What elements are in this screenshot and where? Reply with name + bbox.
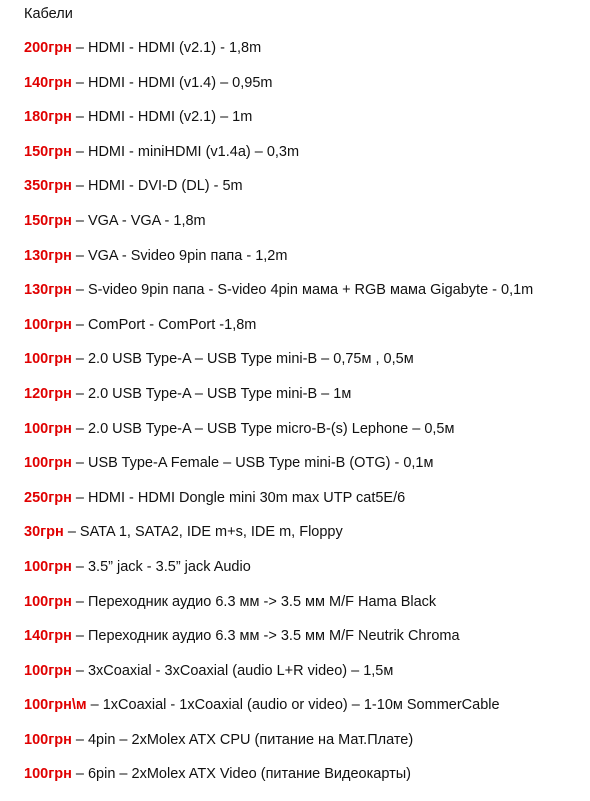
item-price: 200грн xyxy=(24,40,72,56)
list-item xyxy=(24,107,584,127)
list-item xyxy=(24,488,584,508)
item-description: – 6pin – 2xMolex ATX Video (питание Видеокарты) xyxy=(71,766,411,783)
item-description: – HDMI - HDMI Dongle mini 30m max UTP cat5E/6 xyxy=(71,489,406,506)
item-price: 30грн xyxy=(24,524,64,541)
item-price: 100грн xyxy=(24,593,72,610)
item-price: 100грн\м xyxy=(24,697,87,714)
list-item xyxy=(24,592,584,612)
document xyxy=(24,4,584,799)
list-item xyxy=(24,73,584,93)
list-item xyxy=(24,211,584,231)
list-item xyxy=(24,38,584,58)
item-price: 140грн xyxy=(24,628,72,645)
item-price: 100грн xyxy=(24,558,72,575)
item-price: 180грн xyxy=(24,109,72,126)
list-item xyxy=(24,453,584,473)
item-description: – 3xCoaxial - 3xCoaxial (audio L+R video) – 1,5м xyxy=(71,662,394,679)
item-price: 100грн xyxy=(24,316,72,333)
item-description: – 4pin – 2xMolex ATX CPU (питание на Мат.Плате) xyxy=(71,731,414,748)
item-price: 100грн xyxy=(24,351,72,368)
item-price: 120грн xyxy=(24,385,72,402)
item-price: 140грн xyxy=(24,74,72,91)
list-item xyxy=(24,142,584,162)
list-item xyxy=(24,661,584,681)
list-item xyxy=(24,730,584,750)
item-description: – USB Type-A Female – USB Type mini-B (OTG) - 0,1м xyxy=(71,455,434,472)
list-item xyxy=(24,315,584,335)
item-description: – 2.0 USB Type-A – USB Type micro-B-(s) Lephone – 0,5м xyxy=(71,420,455,437)
item-price: 100грн xyxy=(24,662,72,679)
item-price: 100грн xyxy=(24,766,72,783)
item-price: 100грн xyxy=(24,731,72,748)
item-description: – HDMI - DVI-D (DL) - 5m xyxy=(71,178,243,195)
item-description: – SATA 1, SATA2, IDE m+s, IDE m, Floppy xyxy=(63,524,343,541)
item-description: – HDMI - HDMI (v1.4) – 0,95m xyxy=(71,74,273,91)
list-item xyxy=(24,522,584,542)
item-price: 130грн xyxy=(24,247,72,264)
item-price: 250грн xyxy=(24,489,72,506)
item-description: – HDMI - HDMI (v2.1) – 1m xyxy=(71,109,253,126)
list-item xyxy=(24,557,584,577)
item-price: 350грн xyxy=(24,178,72,195)
list-item xyxy=(24,246,584,266)
item-description: – 2.0 USB Type-A – USB Type mini-B – 1м xyxy=(71,385,352,402)
price-list xyxy=(24,38,584,784)
item-description: – 2.0 USB Type-A – USB Type mini-B – 0,75м , 0,5м xyxy=(71,351,414,368)
item-description: – 3.5” jack - 3.5” jack Audio xyxy=(71,558,251,575)
item-price: 100грн xyxy=(24,420,72,437)
item-description: – Переходник аудио 6.3 мм -> 3.5 мм M/F Hama Black xyxy=(71,593,437,610)
item-description: – VGA - Svideo 9pin папа - 1,2m xyxy=(71,247,288,264)
list-item xyxy=(24,384,584,404)
document-heading: Кабели xyxy=(24,6,73,22)
item-description: – ComPort - ComPort -1,8m xyxy=(71,316,257,333)
item-description: – VGA - VGA - 1,8m xyxy=(71,212,206,229)
list-item xyxy=(24,764,584,784)
item-price: 130грн xyxy=(24,282,72,299)
list-item xyxy=(24,176,584,196)
item-description: – Переходник аудио 6.3 мм -> 3.5 мм M/F Neutrik Chroma xyxy=(71,628,460,645)
list-item xyxy=(24,626,584,646)
list-item xyxy=(24,419,584,439)
item-price: 150грн xyxy=(24,143,72,160)
item-description: – HDMI - miniHDMI (v1.4a) – 0,3m xyxy=(71,143,300,160)
item-description: – 1xCoaxial - 1xCoaxial (audio or video) – 1-10м SommerCable xyxy=(86,697,500,714)
item-price: 100грн xyxy=(24,455,72,472)
list-item xyxy=(24,695,584,715)
item-description: – HDMI - HDMI (v2.1) - 1,8m xyxy=(71,40,262,56)
list-item xyxy=(24,349,584,369)
item-price: 150грн xyxy=(24,212,72,229)
list-item xyxy=(24,280,584,300)
item-description: – S-video 9pin папа - S-video 4pin мама + RGB мама Gigabyte - 0,1m xyxy=(71,282,534,299)
